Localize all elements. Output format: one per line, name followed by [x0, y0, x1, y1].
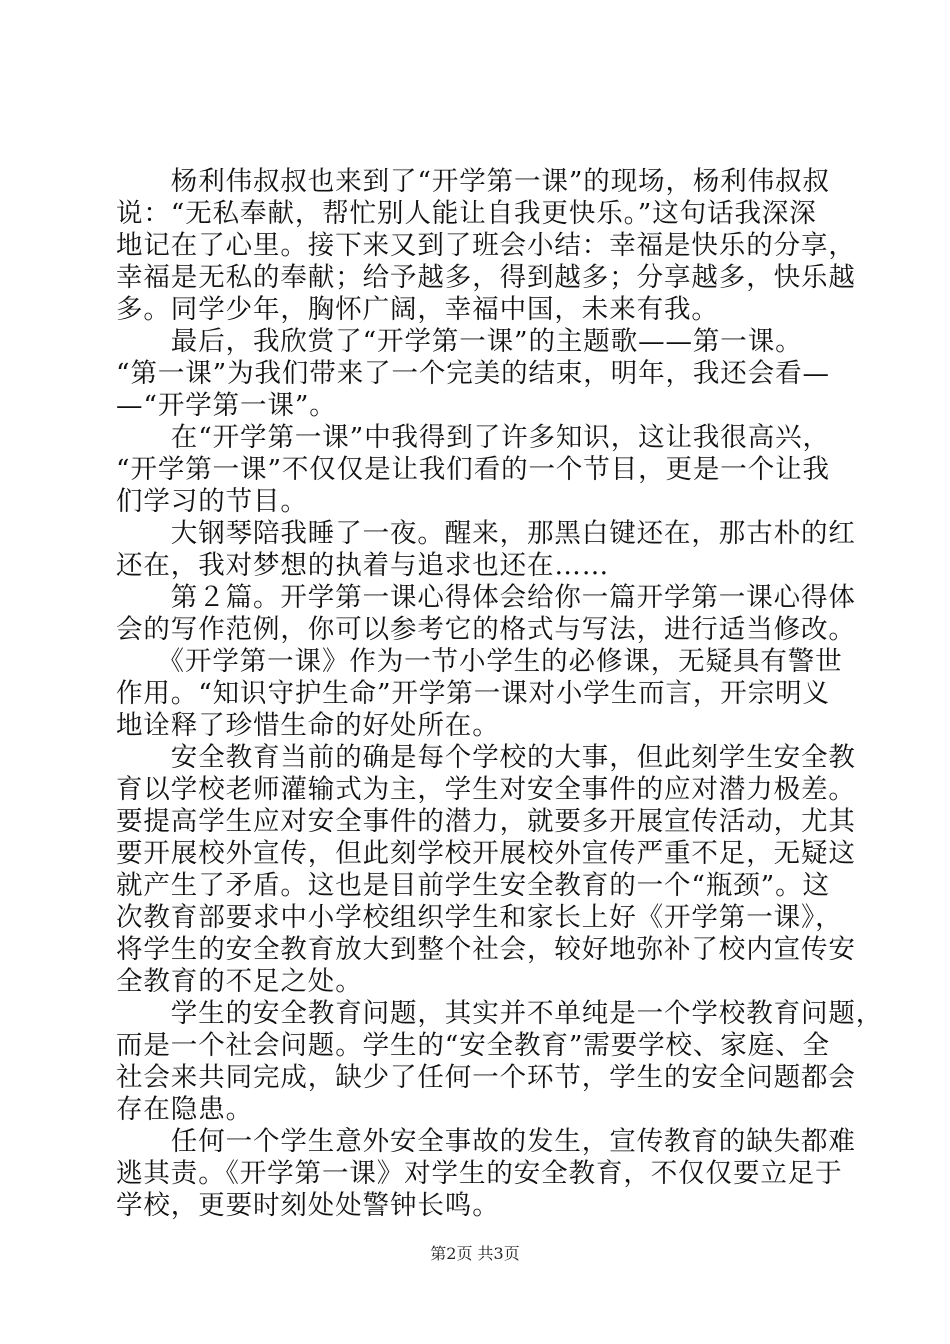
text-line: 们学习的节目。 [116, 486, 308, 517]
text-line: 存在隐患。 [116, 1094, 253, 1125]
text-line: 要开展校外宣传，但此刻学校开展校外宣传严重不足，无疑这 [116, 838, 856, 869]
text-line: “第一课”为我们带来了一个完美的结束，明年，我还会看— [116, 358, 830, 389]
text-line: 会的写作范例，你可以参考它的格式与写法，进行适当修改。 [116, 614, 856, 645]
page-number-footer: 第2页 共3页 [430, 1244, 520, 1263]
text-line: 全教育的不足之处。 [116, 966, 363, 997]
text-line: 作用。“知识守护生命”开学第一课对小学生而言，开宗明义 [116, 678, 830, 709]
text-line: 地诠释了珍惜生命的好处所在。 [116, 710, 500, 741]
text-line: 逃其责。《开学第一课》对学生的安全教育，不仅仅要立足于 [116, 1158, 843, 1189]
text-line: 安全教育当前的确是每个学校的大事，但此刻学生安全教 [116, 742, 856, 773]
text-line: 多。同学少年，胸怀广阔，幸福中国，未来有我。 [116, 294, 719, 325]
text-line: 大钢琴陪我睡了一夜。醒来，那黑白键还在，那古朴的红 [116, 518, 856, 549]
text-line: 将学生的安全教育放大到整个社会，较好地弥补了校内宣传安 [116, 934, 856, 965]
text-line: 幸福是无私的奉献；给予越多，得到越多；分享越多，快乐越 [116, 262, 856, 293]
text-line: 杨利伟叔叔也来到了“开学第一课”的现场，杨利伟叔叔 [116, 166, 830, 197]
text-line: —“开学第一课”。 [116, 390, 337, 421]
text-line: 就产生了矛盾。这也是目前学生安全教育的一个“瓶颈”。这 [116, 870, 830, 901]
text-line: 任何一个学生意外安全事故的发生，宣传教育的缺失都难 [116, 1126, 856, 1157]
text-line: 要提高学生应对安全事件的潜力，就要多开展宣传活动，尤其 [116, 806, 856, 837]
text-line: 最后，我欣赏了“开学第一课”的主题歌——第一课。 [116, 326, 803, 357]
text-line: 次教育部要求中小学校组织学生和家长上好《开学第一课》， [116, 902, 843, 933]
text-line: “开学第一课”不仅仅是让我们看的一个节目，更是一个让我 [116, 454, 830, 485]
text-line: 而是一个社会问题。学生的“安全教育”需要学校、家庭、全 [116, 1030, 830, 1061]
text-line: 还在，我对梦想的执着与追求也还在…… [116, 550, 610, 581]
text-line: 第２篇。开学第一课心得体会给你一篇开学第一课心得体 [116, 582, 856, 613]
text-line: 在“开学第一课”中我得到了许多知识，这让我很高兴， [116, 422, 830, 453]
text-line: 地记在了心里。接下来又到了班会小结：幸福是快乐的分享， [116, 230, 856, 261]
text-line: 育以学校老师灌输式为主，学生对安全事件的应对潜力极差。 [116, 774, 856, 805]
text-line: 学校，更要时刻处处警钟长鸣。 [116, 1190, 500, 1221]
text-line: 社会来共同完成，缺少了任何一个环节，学生的安全问题都会 [116, 1062, 856, 1093]
text-line: 说：“无私奉献，帮忙别人能让自我更快乐。”这句话我深深 [116, 198, 817, 229]
text-line: 《开学第一课》作为一节小学生的必修课，无疑具有警世 [116, 646, 843, 677]
text-line: 学生的安全教育问题，其实并不单纯是一个学校教育问题， [116, 998, 884, 1029]
